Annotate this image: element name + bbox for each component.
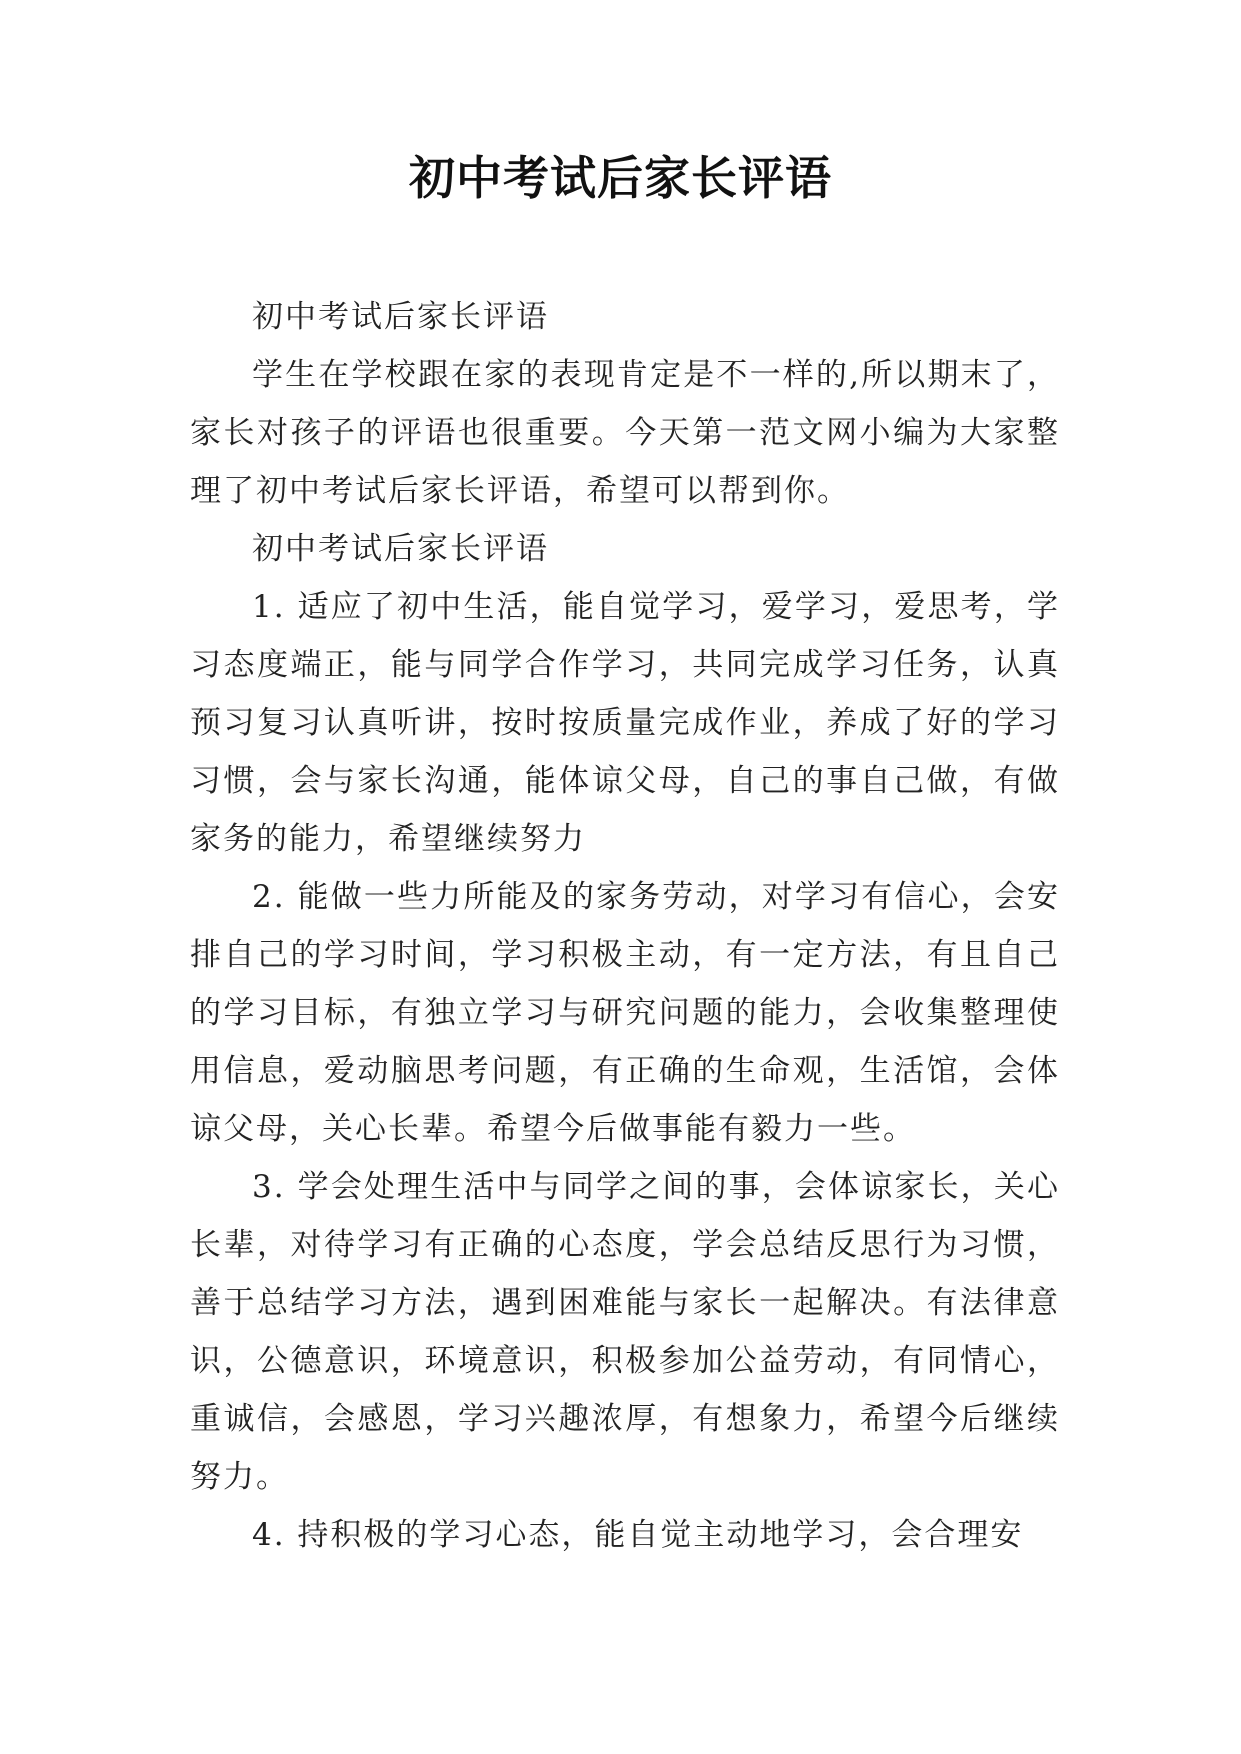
paragraph-item-1: 1. 适应了初中生活，能自觉学习，爱学习，爱思考，学习态度端正，能与同学合作学习，共同完成学习任务，认真预习复习认真听讲，按时按质量完成作业，养成了好的学习习惯，会与家长沟通，能体谅父母，自己的事自己做，有做家务的能力，希望继续努力 xyxy=(190,589,1060,857)
paragraph-item-2: 2. 能做一些力所能及的家务劳动，对学习有信心，会安排自己的学习时间，学习积极主动，有一定方法，有且自己的学习目标，有独立学习与研究问题的能力，会收集整理使用信息，爱动脑思考问题，有正确的生命观，生活馆，会体谅父母，关心长辈。希望今后做事能有毅力一些。 xyxy=(190,879,1060,1147)
paragraph-section-heading: 初中考试后家长评语 xyxy=(252,531,549,567)
document-title: 初中考试后家长评语 xyxy=(409,151,832,205)
paragraph-item-4: 4. 持积极的学习心态，能自觉主动地学习，会合理安 xyxy=(252,1517,1024,1553)
paragraph-intro: 学生在学校跟在家的表现肯定是不一样的,所以期末了，家长对孩子的评语也很重要。今天第一范文网小编为大家整理了初中考试后家长评语，希望可以帮到你。 xyxy=(190,357,1060,509)
document-body xyxy=(190,288,1060,1564)
paragraph-subtitle: 初中考试后家长评语 xyxy=(252,299,549,335)
paragraph-item-3: 3. 学会处理生活中与同学之间的事，会体谅家长，关心长辈，对待学习有正确的心态度，学会总结反思行为习惯，善于总结学习方法，遇到困难能与家长一起解决。有法律意识，公德意识，环境意识，积极参加公益劳动，有同情心，重诚信，会感恩，学习兴趣浓厚，有想象力，希望今后继续努力。 xyxy=(190,1169,1060,1495)
